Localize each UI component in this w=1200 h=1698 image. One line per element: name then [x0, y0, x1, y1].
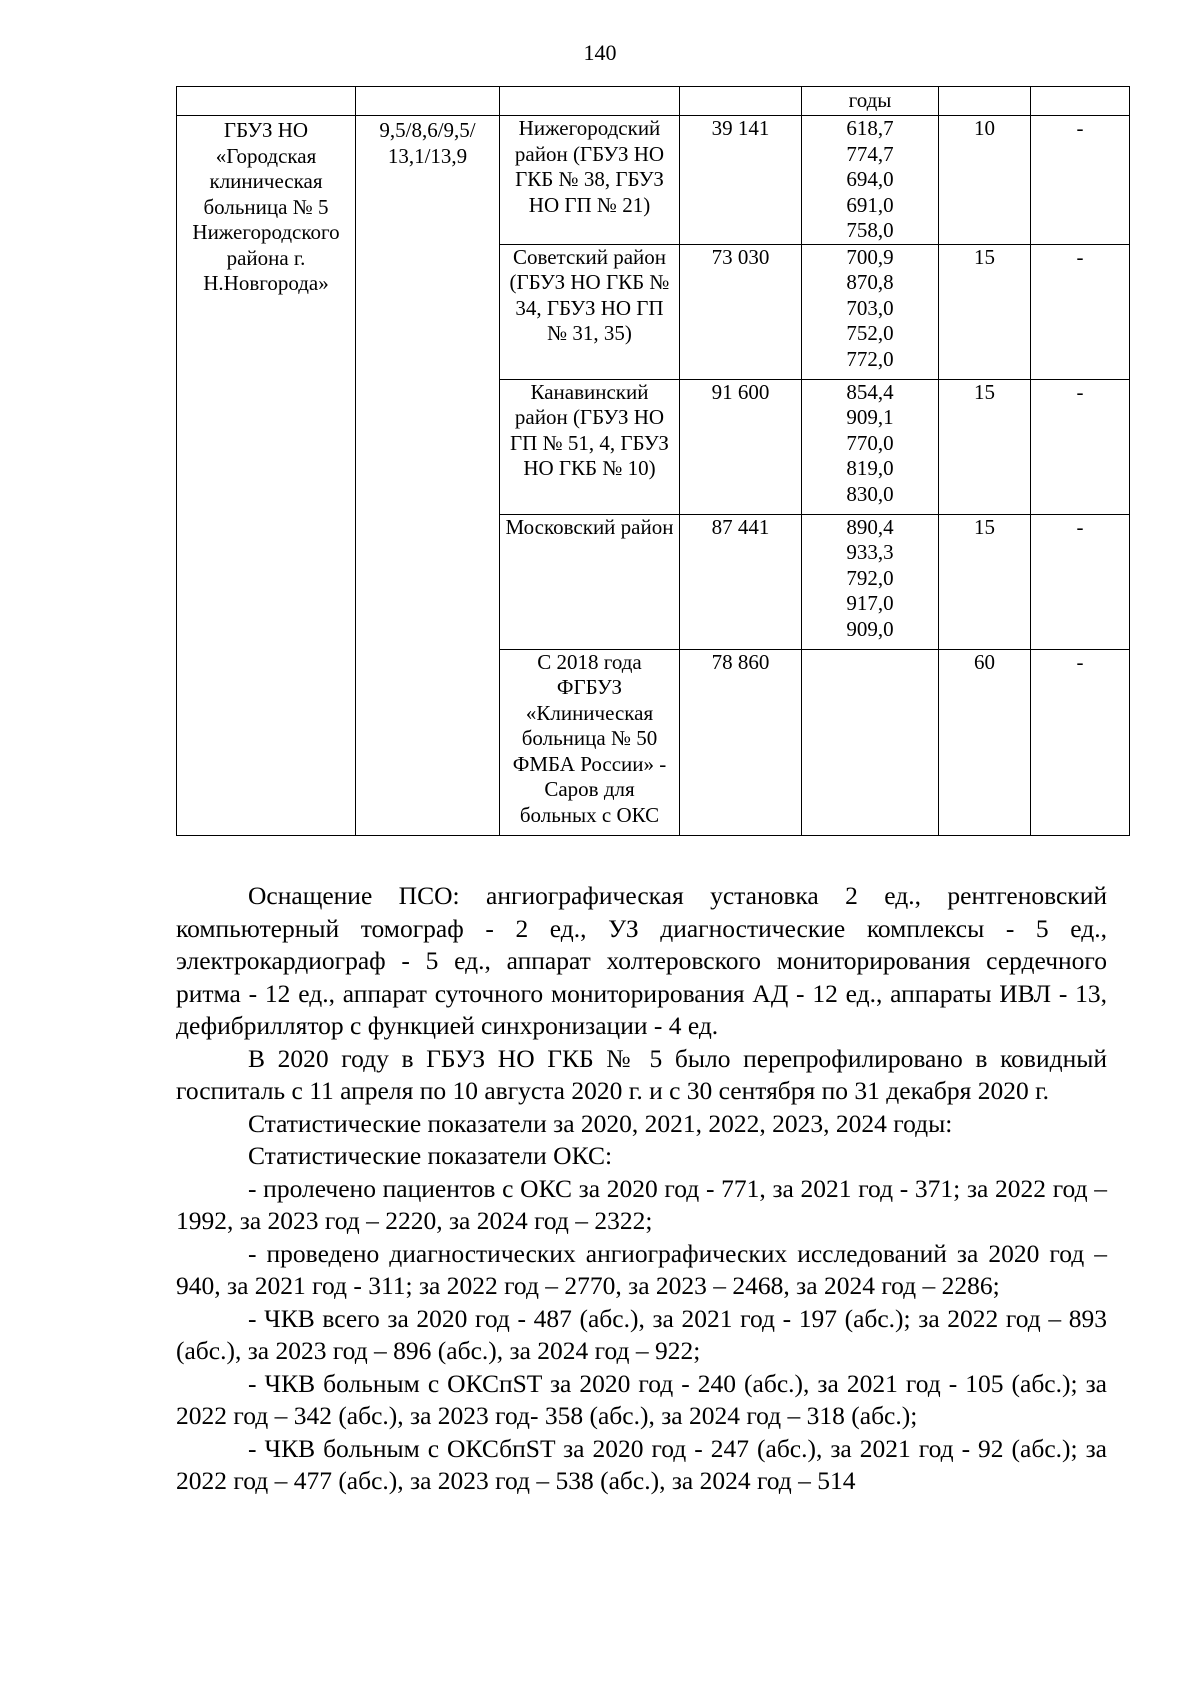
- population-cell: 39 141: [680, 116, 802, 245]
- paragraph: - ЧКВ больным с ОКСпST за 2020 год - 240 (абс.), за 2021 год - 105 (абс.); за 2022 год – 342 (абс.), за 2023 год- 358 (абс.), за 2024 год – 318 (абс.);: [176, 1368, 1107, 1430]
- indicator-values-cell: 9,5/8,6/9,5/ 13,1/13,9: [356, 116, 500, 836]
- value-line: 933,3: [846, 540, 894, 564]
- years-header-cell: годы: [802, 87, 939, 116]
- value-line: 917,0: [846, 591, 894, 615]
- value-line: 770,0: [846, 430, 894, 455]
- dash-cell: -: [1031, 379, 1130, 514]
- value-line: 691,0: [846, 192, 894, 217]
- paragraph: В 2020 году в ГБУЗ НО ГКБ № 5 было перепрофилировано в ковидный госпиталь с 11 апреля по 10 августа 2020 г. и с 30 сентября по 31 декабря 2020 г.: [176, 1043, 1107, 1105]
- value-line: 700,9: [846, 244, 894, 269]
- population-cell: 91 600: [680, 379, 802, 514]
- value-line: 758,0: [846, 218, 894, 242]
- paragraph: Оснащение ПСО: ангиографическая установка 2 ед., рентгеновский компьютерный томограф - 2 ед., УЗ диагностические комплексы - 5 ед., электрокардиограф - 5 ед., аппарат холтеровского мониторирования сердечного ритма - 12 ед., аппарат суточного мониторирования АД - 12 ед., аппараты ИВЛ - 13, дефибриллятор с функцией синхронизации - 4 ед.: [176, 881, 1107, 1040]
- time-cell: 60: [939, 649, 1031, 835]
- table-cell: [356, 87, 500, 116]
- time-cell: 15: [939, 379, 1031, 514]
- value-line: 752,0: [846, 321, 894, 345]
- paragraph: Статистические показатели за 2020, 2021, 2022, 2023, 2024 годы:: [248, 1108, 953, 1138]
- time-cell: 15: [939, 244, 1031, 379]
- district-cell: Нижегородский район (ГБУЗ НО ГКБ № 38, ГБУЗ НО ГП № 21): [500, 116, 680, 245]
- value-line: 909,0: [846, 616, 894, 641]
- dash-cell: -: [1031, 244, 1130, 379]
- page-number: 140: [583, 40, 617, 65]
- district-table: [176, 86, 1130, 836]
- table-header-fragment-row: [177, 87, 1130, 116]
- table-row: [177, 116, 1130, 245]
- paragraph: - ЧКВ больным с ОКСбпST за 2020 год - 247 (абс.), за 2021 год - 92 (абс.); за 2022 год – 477 (абс.), за 2023 год – 538 (абс.), за 2024 год – 514: [176, 1433, 1107, 1495]
- values-cell: [802, 649, 939, 835]
- table-cell: [177, 87, 356, 116]
- value-line: 890,4: [846, 514, 894, 539]
- paragraph: - ЧКВ всего за 2020 год - 487 (абс.), за 2021 год - 197 (абс.); за 2022 год – 893 (абс.), за 2023 год – 896 (абс.), за 2024 год – 922;: [176, 1303, 1107, 1365]
- dash-cell: -: [1031, 649, 1130, 835]
- value-line: 703,0: [846, 295, 894, 320]
- value-line: 830,0: [846, 481, 894, 506]
- table-cell: [939, 87, 1031, 116]
- value-line: 774,7: [846, 141, 894, 166]
- district-cell: С 2018 года ФГБУЗ «Клиническая больница № 50 ФМБА России» - Саров для больных с ОКС: [500, 649, 680, 835]
- district-cell: Советский район (ГБУЗ НО ГКБ № 34, ГБУЗ НО ГП № 31, 35): [500, 244, 680, 379]
- paragraph: Статистические показатели ОКС:: [248, 1141, 613, 1170]
- dash-cell: -: [1031, 514, 1130, 649]
- value-line: 694,0: [846, 167, 894, 191]
- value-line: 909,1: [846, 405, 894, 429]
- values-cell: [802, 244, 939, 379]
- value-line: 618,7: [846, 116, 894, 140]
- time-cell: 10: [939, 116, 1031, 245]
- population-cell: 78 860: [680, 649, 802, 835]
- paragraph: - проведено диагностических ангиографических исследований за 2020 год – 940, за 2021 год - 311; за 2022 год – 2770, за 2023 – 2468, за 2024 год – 2286;: [176, 1238, 1107, 1300]
- values-cell: [802, 514, 939, 649]
- table-cell: [1031, 87, 1130, 116]
- district-cell: Канавинский район (ГБУЗ НО ГП № 51, 4, ГБУЗ НО ГКБ № 10): [500, 379, 680, 514]
- body-text: [176, 880, 1107, 1498]
- time-cell: 15: [939, 514, 1031, 649]
- population-cell: 87 441: [680, 514, 802, 649]
- value-line: 870,8: [846, 270, 894, 294]
- table-cell: [680, 87, 802, 116]
- institution-cell: ГБУЗ НО «Городская клиническая больница № 5 Нижегородского района г. Н.Новгорода»: [177, 116, 356, 836]
- value-line: 819,0: [846, 456, 894, 480]
- dash-cell: -: [1031, 116, 1130, 245]
- value-line: 854,4: [846, 379, 894, 404]
- values-cell: [802, 379, 939, 514]
- district-cell: Московский район: [500, 514, 680, 649]
- table-cell: [500, 87, 680, 116]
- values-cell: [802, 116, 939, 245]
- paragraph: - пролечено пациентов с ОКС за 2020 год - 771, за 2021 год - 371; за 2022 год – 1992, за 2023 год – 2220, за 2024 год – 2322;: [176, 1173, 1107, 1235]
- value-line: 792,0: [846, 565, 894, 590]
- population-cell: 73 030: [680, 244, 802, 379]
- value-line: 772,0: [846, 346, 894, 371]
